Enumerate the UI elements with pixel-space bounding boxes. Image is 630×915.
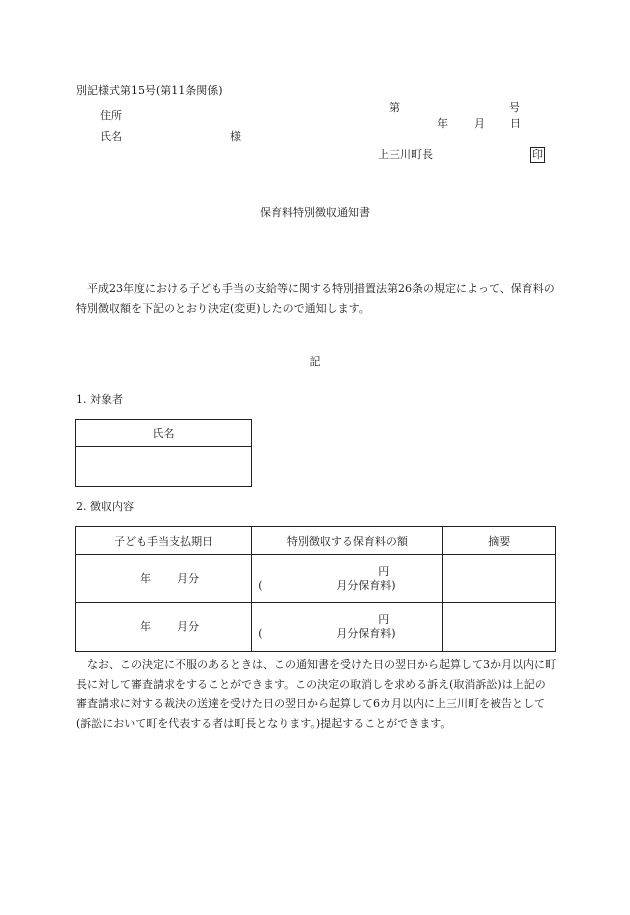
period-month: 月分 — [177, 620, 199, 633]
paren-open: ( — [258, 627, 263, 640]
number-suffix: 号 — [509, 101, 520, 114]
section1-heading: 1. 対象者 — [76, 393, 123, 406]
period-year: 年 — [140, 620, 151, 633]
remarks-cell — [443, 555, 556, 603]
yen-label: 円 — [378, 613, 390, 626]
yen-label: 円 — [378, 565, 390, 578]
seal: 印 — [532, 148, 543, 161]
payment-period-cell — [76, 603, 252, 652]
period-year: 年 — [140, 572, 151, 585]
issuer: 上三川町長 — [378, 148, 433, 161]
honorific: 様 — [230, 130, 241, 143]
subject-table — [75, 419, 252, 487]
paren-open: ( — [258, 579, 263, 592]
collection-table — [75, 526, 556, 652]
number-prefix: 第 — [389, 101, 400, 114]
fee-amount-cell — [252, 555, 443, 603]
name-label: 氏名 — [100, 130, 122, 143]
table-row — [76, 555, 556, 603]
monthly-fee-label: 月分保育料) — [336, 627, 396, 640]
notice-paragraph: なお、この決定に不服のあるときは、この通知書を受けた日の翌日から起算して3か月以内に町長に対して審査請求をすることができます。この決定の取消しを求める訴え(取消訴訟)は上記の審査請求に対する裁決の送達を受けた日の翌日から起算して6カ月以内に上三川町を被告として(訴訟において町を代表する者は町長となります。)提起することができます。 — [76, 658, 556, 730]
form-label: 別記様式第15号(第11条関係) — [76, 84, 223, 97]
section2-heading: 2. 徴収内容 — [76, 500, 134, 513]
subject-table-header: 氏名 — [76, 420, 252, 447]
seal-mark — [530, 147, 545, 163]
ki-marker: 記 — [309, 355, 321, 368]
header-remarks: 摘要 — [443, 527, 556, 555]
header-payment-date: 子ども手当支払期日 — [76, 527, 252, 555]
document-title: 保育料特別徴収通知書 — [260, 206, 370, 219]
period-month: 月分 — [177, 572, 199, 585]
date-day: 日 — [510, 117, 521, 130]
subject-name-cell — [76, 447, 252, 487]
table-row — [76, 603, 556, 652]
payment-period-cell — [76, 555, 252, 603]
date-month: 月 — [474, 117, 485, 130]
address-label: 住所 — [100, 109, 122, 122]
date-year: 年 — [437, 117, 448, 130]
remarks-cell — [443, 603, 556, 652]
monthly-fee-label: 月分保育料) — [336, 579, 396, 592]
fee-amount-cell — [252, 603, 443, 652]
intro-paragraph: 平成23年度における子ども手当の支給等に関する特別措置法第26条の規定によって、保育料の特別徴収額を下記のとおり決定(変更)したので通知します。 — [76, 282, 555, 315]
header-fee-amount: 特別徴収する保育料の額 — [252, 527, 443, 555]
